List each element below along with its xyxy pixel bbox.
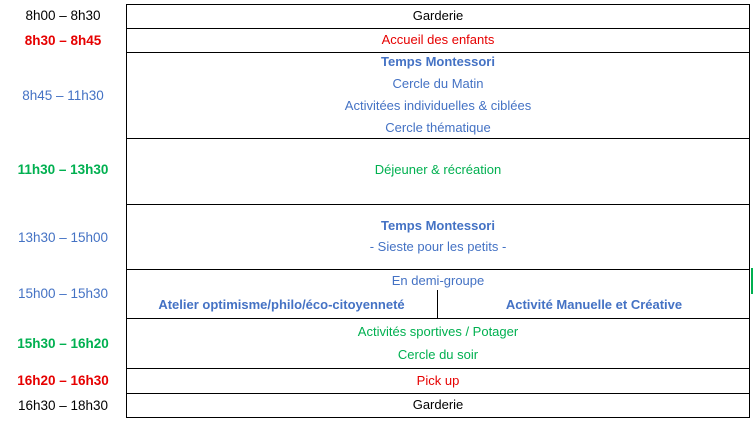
time-slot-0800: 8h00 – 8h30 bbox=[25, 8, 101, 23]
activity-manuelle-creative: Activité Manuelle et Créative bbox=[505, 297, 683, 312]
time-slot-1620: 16h20 – 16h30 bbox=[17, 373, 109, 388]
activity-sieste: - Sieste pour les petits - bbox=[369, 239, 507, 254]
activity-accueil: Accueil des enfants bbox=[381, 32, 495, 47]
activity-atelier-optimisme: Atelier optimisme/philo/éco-citoyenneté bbox=[158, 297, 405, 312]
green-marker bbox=[751, 268, 753, 294]
activity-montessori-title: Temps Montessori bbox=[381, 54, 495, 69]
time-slot-1500: 15h00 – 15h30 bbox=[17, 286, 109, 301]
activity-pick-up: Pick up bbox=[416, 373, 460, 388]
time-slot-1130: 11h30 – 13h30 bbox=[17, 162, 109, 177]
activity-cercle-matin: Cercle du Matin bbox=[392, 76, 484, 91]
activity-individuelles: Activitées individuelles & ciblées bbox=[344, 98, 532, 113]
activity-montessori-afternoon-title: Temps Montessori bbox=[381, 218, 495, 233]
activity-garderie-evening: Garderie bbox=[412, 397, 464, 412]
row-divider bbox=[126, 204, 750, 205]
activity-cercle-thematique: Cercle thématique bbox=[385, 120, 491, 135]
time-slot-0830: 8h30 – 8h45 bbox=[24, 33, 102, 48]
row-divider bbox=[126, 318, 750, 319]
activity-dejeuner: Déjeuner & récréation bbox=[374, 162, 502, 177]
activity-sportives: Activités sportives / Potager bbox=[357, 324, 519, 339]
table-border bbox=[126, 417, 750, 418]
activity-cercle-soir: Cercle du soir bbox=[397, 347, 479, 362]
row-divider bbox=[126, 368, 750, 369]
time-slot-1530: 15h30 – 16h20 bbox=[17, 336, 109, 351]
time-slot-0845: 8h45 – 11h30 bbox=[22, 88, 104, 103]
activity-demi-groupe: En demi-groupe bbox=[391, 273, 485, 288]
time-slot-1630: 16h30 – 18h30 bbox=[17, 398, 109, 413]
activity-garderie-morning: Garderie bbox=[412, 8, 464, 23]
time-slot-1330: 13h30 – 15h00 bbox=[17, 230, 109, 245]
